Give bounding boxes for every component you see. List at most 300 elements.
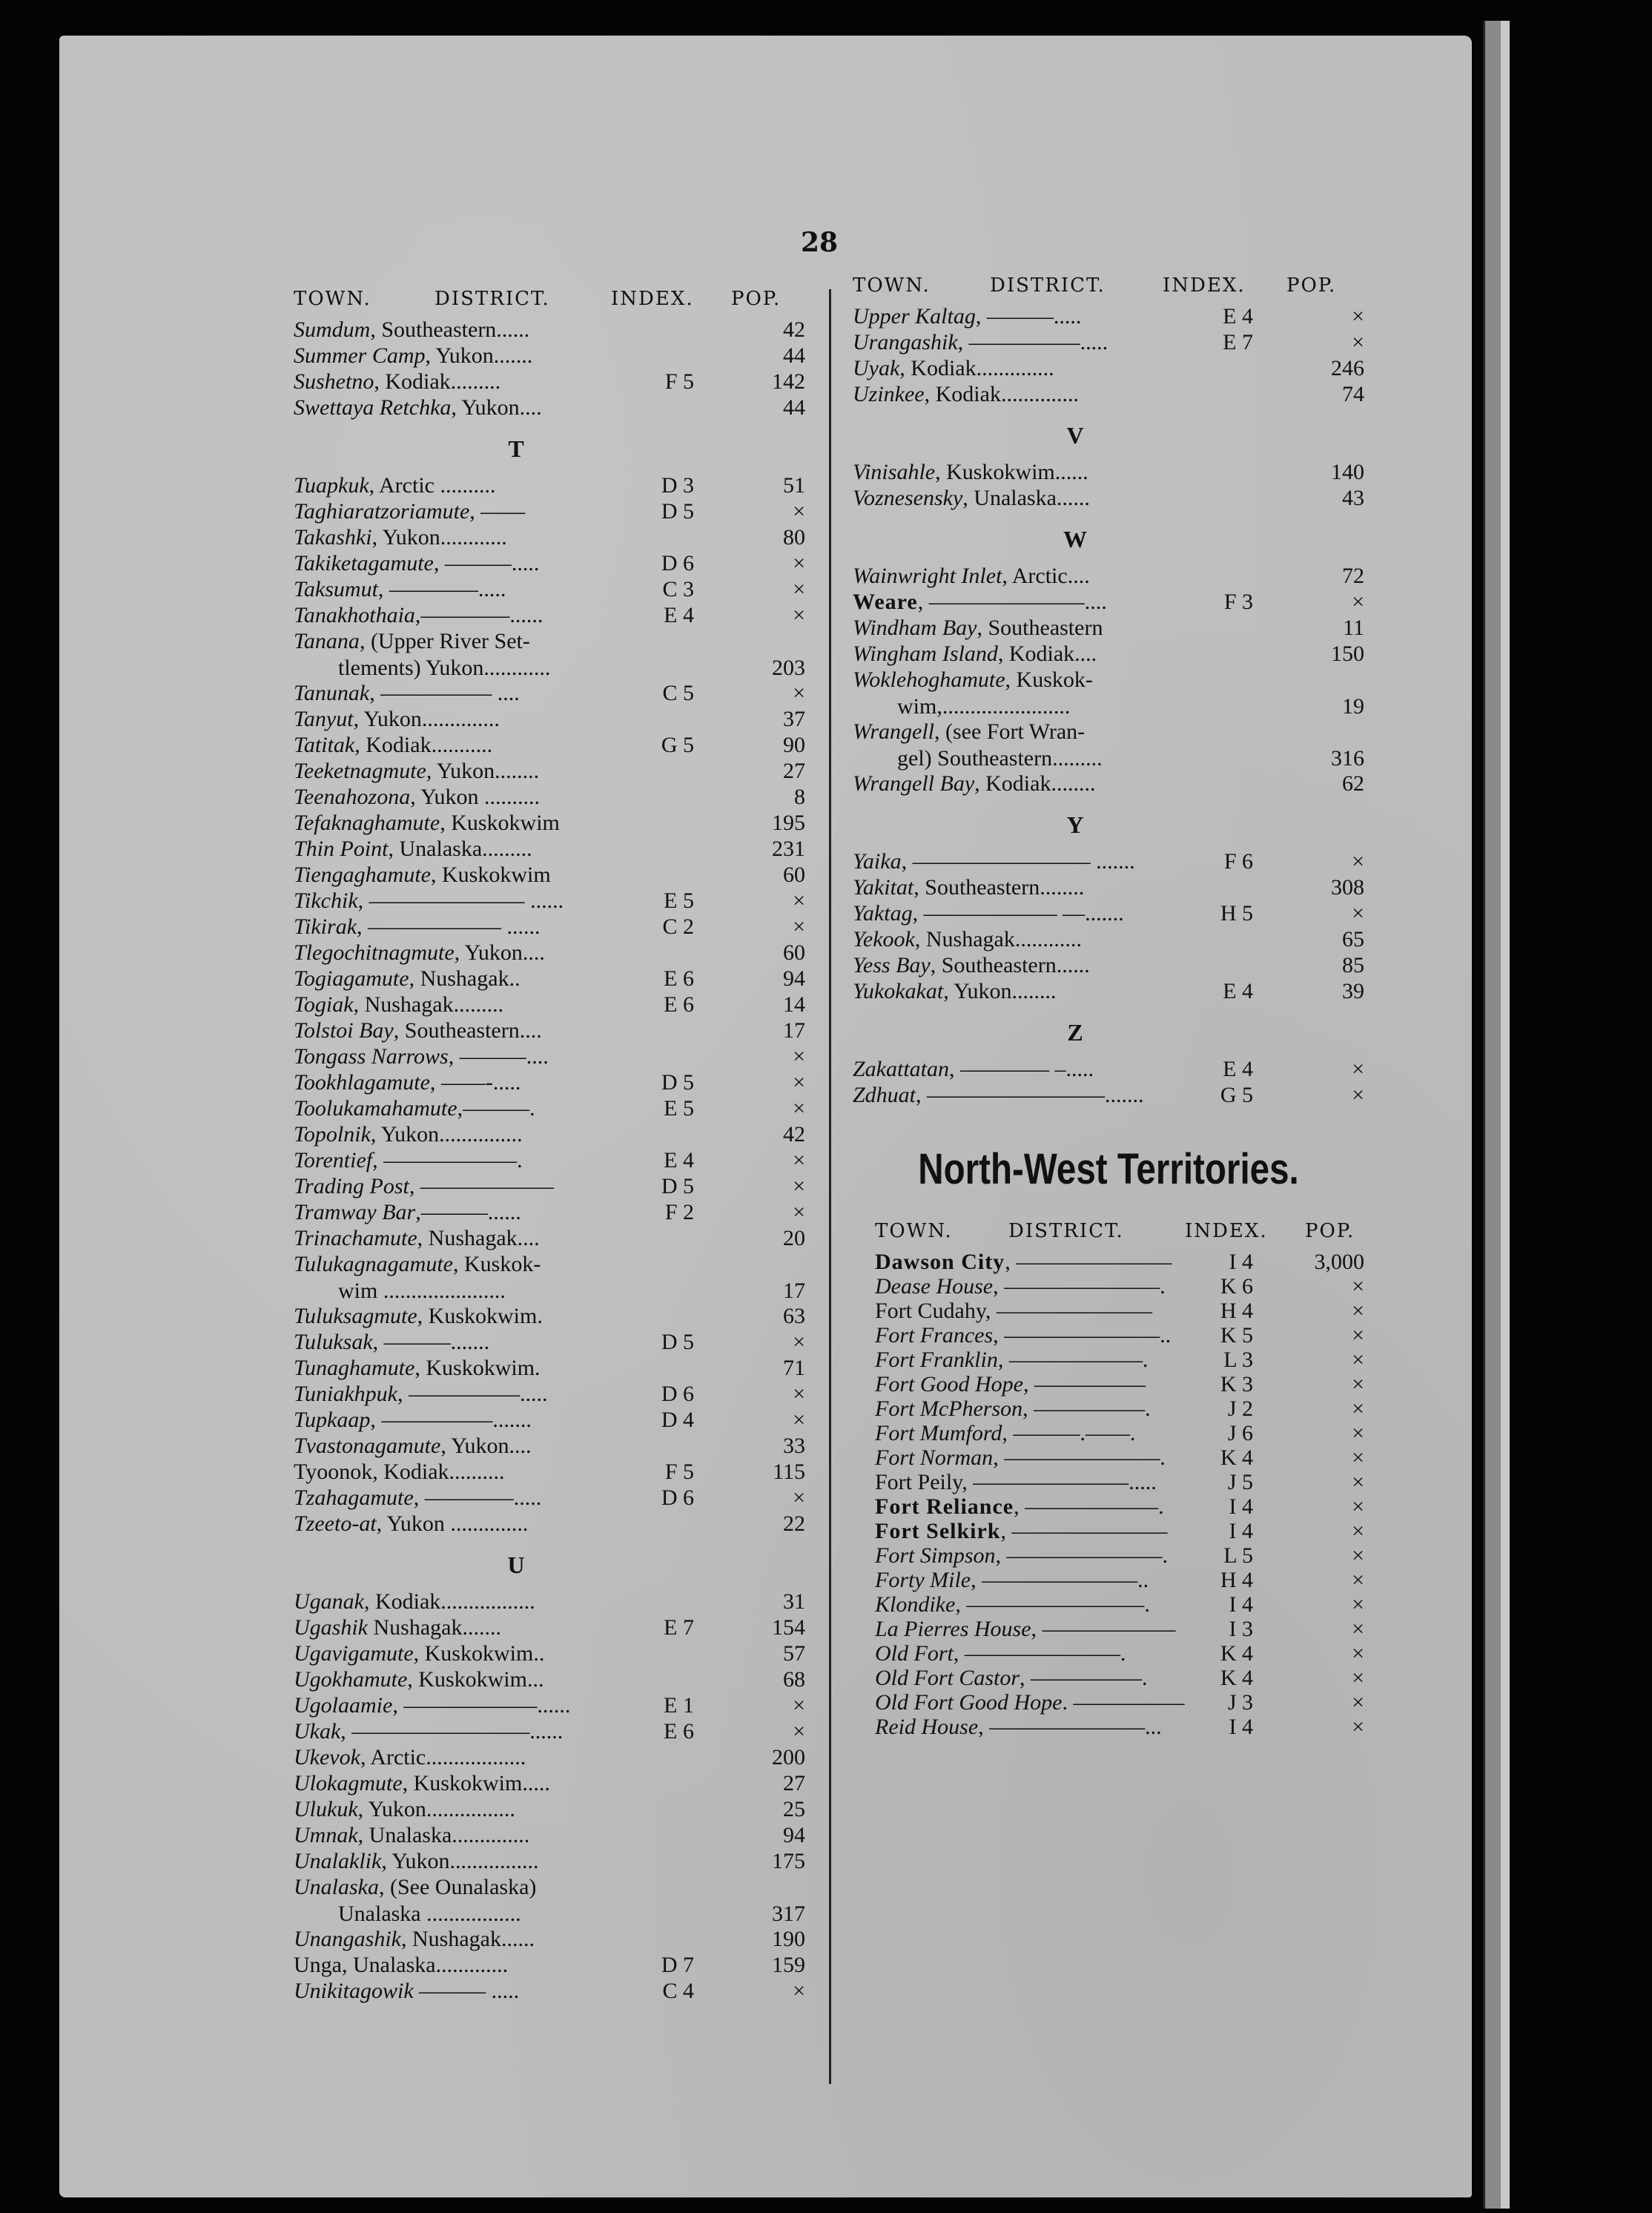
town-name: Tikirak xyxy=(294,914,357,939)
population: × xyxy=(1352,1666,1364,1690)
town-entry xyxy=(853,357,1364,383)
population: 200 xyxy=(772,1745,805,1770)
town-name: Fort Franklin xyxy=(875,1348,998,1372)
entry-line xyxy=(294,1927,535,1951)
entry-line xyxy=(294,1096,535,1121)
town-entry xyxy=(294,838,805,864)
town-entry xyxy=(294,1824,805,1850)
town-entry xyxy=(853,903,1364,929)
nwt-entry-list xyxy=(853,1251,1364,1741)
town-entry xyxy=(294,812,805,838)
population: 60 xyxy=(783,940,805,965)
population: 94 xyxy=(783,966,805,991)
district-text: , ——————— ...... xyxy=(357,888,564,913)
town-name: Weare xyxy=(853,590,918,614)
town-entry xyxy=(294,1954,805,1980)
town-entry xyxy=(294,916,805,942)
population: 246 xyxy=(1331,356,1364,380)
district-text: , Kodiak........ xyxy=(974,771,1096,796)
town-entry xyxy=(294,1150,805,1175)
town-name: Tunaghamute xyxy=(294,1356,415,1380)
town-name: Reid House xyxy=(875,1715,979,1739)
town-name: Old Fort Castor xyxy=(875,1666,1020,1690)
town-entry xyxy=(294,786,805,812)
district-text: ,———. xyxy=(457,1096,535,1121)
population: 142 xyxy=(772,369,805,394)
district-text: , Kuskokwim. xyxy=(414,1356,541,1380)
entry-line xyxy=(294,785,540,809)
district-text: , Kuskokwim... xyxy=(407,1667,544,1692)
map-index: K 3 xyxy=(1220,1372,1253,1396)
population: 68 xyxy=(783,1667,805,1692)
town-entry xyxy=(294,1124,805,1150)
map-index: K 5 xyxy=(1220,1323,1253,1348)
entry-line xyxy=(875,1617,1176,1641)
district-text: , Southeastern...... xyxy=(370,317,530,342)
town-name: Torentief xyxy=(294,1148,373,1173)
next-page-edge xyxy=(1501,21,1510,2209)
district-text: , Kuskok- xyxy=(453,1252,541,1276)
population: 27 xyxy=(783,759,805,783)
population: × xyxy=(1352,1470,1364,1494)
entry-line xyxy=(294,1434,532,1458)
town-entry xyxy=(294,1747,805,1772)
map-index: D 5 xyxy=(661,1330,694,1354)
entry-line xyxy=(853,849,1135,874)
entry-line xyxy=(875,1348,1148,1372)
entry-line xyxy=(294,499,525,524)
map-index: C 3 xyxy=(662,577,694,601)
entry-line xyxy=(853,667,1093,692)
town-name: Unalaklik xyxy=(294,1849,382,1873)
town-name: Yaika xyxy=(853,849,902,874)
entry-line xyxy=(294,525,507,550)
district-text: , Unalaska...... xyxy=(962,486,1090,510)
population: 317 xyxy=(772,1902,805,1926)
district-text: , Yukon........ xyxy=(426,759,540,783)
district-text: , Kodiak......... xyxy=(374,369,501,394)
entry-line xyxy=(875,1421,1135,1445)
district-text: , —————....... xyxy=(370,1408,532,1432)
district-text: , Kodiak.......... xyxy=(372,1460,505,1484)
entry-line xyxy=(294,1641,544,1666)
population: × xyxy=(1352,1617,1364,1641)
entry-line xyxy=(294,1200,521,1224)
entry-line xyxy=(294,1382,548,1406)
map-index: C 5 xyxy=(662,681,694,705)
district-text: , —————..... xyxy=(957,330,1109,354)
population: 62 xyxy=(1342,771,1364,796)
town-entry xyxy=(294,1020,805,1046)
town-name: Yukokakat xyxy=(853,979,944,1003)
map-index: K 4 xyxy=(1220,1641,1253,1666)
town-name: Tikchik xyxy=(294,888,358,913)
town-name: Forty Mile xyxy=(875,1568,971,1592)
district-text: ——— ..... xyxy=(413,1979,520,2003)
entry-line xyxy=(294,837,532,861)
population: 8 xyxy=(794,785,805,809)
district-text: , ——————. xyxy=(997,1348,1149,1372)
district-text: , Arctic .......... xyxy=(369,473,496,498)
district-text: , ———————.... xyxy=(917,590,1107,614)
map-index: D 7 xyxy=(661,1953,694,1977)
population: × xyxy=(793,1382,805,1406)
entry-line xyxy=(294,1719,563,1744)
nwt-section-title: North-West Territories. xyxy=(918,1145,1299,1193)
entry-line xyxy=(853,1057,1094,1081)
district-text: , ———————— ....... xyxy=(901,849,1135,874)
town-name: Takashki xyxy=(294,525,372,550)
map-index: E 6 xyxy=(664,966,694,991)
district-text: . ————— xyxy=(1062,1690,1185,1715)
map-index: G 5 xyxy=(661,733,694,757)
entry-line xyxy=(875,1372,1146,1396)
town-name: Tupkaap xyxy=(294,1408,371,1432)
entry-line xyxy=(853,927,1082,952)
population: × xyxy=(1352,1568,1364,1592)
town-entry xyxy=(294,604,805,630)
population: 14 xyxy=(783,992,805,1017)
town-name: Teeketnagmute xyxy=(294,759,426,783)
population: × xyxy=(793,681,805,705)
population: × xyxy=(1352,1274,1364,1299)
town-name: Fort McPherson xyxy=(875,1396,1023,1421)
district-text: , Yukon....... xyxy=(425,343,533,368)
town-entry xyxy=(875,1520,1364,1545)
map-index: E 1 xyxy=(664,1693,694,1718)
section-letter: W xyxy=(1063,526,1087,553)
town-entry xyxy=(294,1461,805,1487)
population: × xyxy=(1352,1348,1364,1372)
town-entry xyxy=(853,877,1364,903)
entry-line xyxy=(294,681,520,705)
entry-line xyxy=(853,304,1081,329)
town-entry xyxy=(294,1253,805,1305)
map-index: F 6 xyxy=(1223,849,1253,874)
town-entry xyxy=(875,1373,1364,1398)
entry-line xyxy=(853,719,1085,744)
district-text: , ———————. xyxy=(953,1641,1126,1666)
town-name: Ulokagmute xyxy=(294,1771,403,1795)
district-text: , Kuskokwim..... xyxy=(402,1771,550,1795)
entry-continuation: tlements) Yukon............ xyxy=(338,656,551,680)
town-entry xyxy=(294,1487,805,1513)
entry-line xyxy=(294,1771,550,1795)
town-entry xyxy=(294,1331,805,1357)
district-text: , Nushagak.. xyxy=(409,966,521,991)
district-text: , Unalaska......... xyxy=(388,837,532,861)
town-name: Sushetno xyxy=(294,369,374,394)
district-text: , Yukon .......... xyxy=(410,785,540,809)
town-entry xyxy=(294,734,805,760)
district-text: , ———.——. xyxy=(1002,1421,1136,1445)
district-text: Nushagak....... xyxy=(368,1615,501,1640)
population: × xyxy=(1352,1323,1364,1348)
town-entry xyxy=(294,319,805,345)
population: × xyxy=(793,603,805,627)
district-text: , ———— –..... xyxy=(949,1057,1094,1081)
entry-line xyxy=(853,1083,1144,1107)
entry-line xyxy=(294,707,500,731)
population: × xyxy=(793,551,805,575)
town-name: Tuluksak xyxy=(294,1330,373,1354)
population: 42 xyxy=(783,1122,805,1147)
entry-line xyxy=(853,330,1108,354)
entry-line xyxy=(294,1615,501,1640)
population: 72 xyxy=(1342,564,1364,588)
town-name: Zdhuat xyxy=(853,1083,916,1107)
town-name: Tookhlagamute xyxy=(294,1070,430,1095)
district-text: , Southeastern...... xyxy=(930,953,1090,977)
population: 175 xyxy=(772,1849,805,1873)
map-index: D 6 xyxy=(661,1485,694,1510)
population: 115 xyxy=(773,1460,805,1484)
section-letter: T xyxy=(508,435,524,462)
town-name: Yekook xyxy=(853,927,915,952)
population: × xyxy=(793,1330,805,1354)
district-text: , Yukon............ xyxy=(371,525,507,550)
district-text: , —— xyxy=(469,499,526,524)
map-index: D 5 xyxy=(661,499,694,524)
map-index: I 4 xyxy=(1229,1494,1253,1519)
district-text: , ————————. xyxy=(955,1592,1150,1617)
header-town: TOWN. xyxy=(853,274,931,297)
map-index: E 5 xyxy=(664,888,694,913)
town-entry xyxy=(294,968,805,994)
entry-line xyxy=(853,460,1088,484)
district-text: , Kuskokwim xyxy=(431,863,551,887)
town-entry xyxy=(294,1850,805,1876)
header-town: TOWN. xyxy=(875,1220,953,1242)
entry-line xyxy=(875,1445,1166,1470)
entry-line xyxy=(294,1070,521,1095)
district-text: , ———.... xyxy=(448,1044,549,1069)
right-column-headers xyxy=(853,276,1364,306)
district-text: , ————————....... xyxy=(916,1083,1144,1107)
town-name: Tiengaghamute xyxy=(294,863,431,887)
population: × xyxy=(1352,1494,1364,1519)
population: 65 xyxy=(1342,927,1364,952)
town-entry xyxy=(294,345,805,371)
district-text: , Yukon............... xyxy=(370,1122,523,1147)
town-entry xyxy=(294,1876,805,1928)
town-entry xyxy=(294,708,805,734)
town-entry xyxy=(853,461,1364,487)
district-text: , ———————.. xyxy=(993,1323,1172,1348)
district-text: , ————— xyxy=(1022,1372,1146,1396)
town-name: Takiketagamute xyxy=(294,551,434,575)
town-name: Old Fort xyxy=(875,1641,954,1666)
entry-continuation: wim ...................... xyxy=(338,1279,506,1303)
town-name: Tanunak xyxy=(294,681,370,705)
population: × xyxy=(793,1693,805,1718)
town-entry xyxy=(294,527,805,553)
population: × xyxy=(793,1148,805,1173)
entry-line xyxy=(294,1979,519,2003)
town-entry xyxy=(853,1058,1364,1084)
district-text: , Kodiak.............. xyxy=(899,356,1054,380)
population: × xyxy=(1352,1592,1364,1617)
town-entry xyxy=(853,721,1364,773)
town-entry xyxy=(875,1692,1364,1716)
district-text: , Unalaska............. xyxy=(341,1953,509,1977)
map-index: K 4 xyxy=(1220,1666,1253,1690)
town-entry xyxy=(853,565,1364,591)
map-index: D 4 xyxy=(661,1408,694,1432)
population: 60 xyxy=(783,863,805,887)
town-name: Tulukagnagamute xyxy=(294,1252,453,1276)
town-name: Uzinkee xyxy=(853,382,925,406)
district-text: , Southeastern xyxy=(977,616,1103,640)
town-entry xyxy=(875,1398,1364,1422)
district-text: , —————. xyxy=(1020,1666,1148,1690)
population: × xyxy=(793,1174,805,1198)
town-entry xyxy=(294,475,805,501)
right-entry-list xyxy=(853,306,1364,1110)
map-index: K 6 xyxy=(1220,1274,1253,1299)
entry-line xyxy=(294,1330,489,1354)
town-name: Yakitat xyxy=(853,875,914,900)
population: 308 xyxy=(1331,875,1364,900)
town-entry xyxy=(875,1447,1364,1471)
town-entry xyxy=(294,1435,805,1461)
map-index: G 5 xyxy=(1220,1083,1253,1107)
town-entry xyxy=(294,630,805,682)
entry-line xyxy=(294,629,530,653)
district-text: ,————...... xyxy=(414,603,543,627)
town-name: La Pierres House xyxy=(875,1617,1031,1641)
town-name: Urangashik xyxy=(853,330,958,354)
entry-line xyxy=(294,1849,539,1873)
town-name: Ugokhamute xyxy=(294,1667,408,1692)
district-text: , Yukon .............. xyxy=(376,1511,529,1536)
district-text: , (see Fort Wran- xyxy=(934,719,1086,744)
entry-continuation: Unalaska ................. xyxy=(338,1902,521,1926)
town-entry xyxy=(853,954,1364,980)
town-entry xyxy=(294,1591,805,1617)
town-name: Unikitagowik xyxy=(294,1979,414,2003)
map-index: D 6 xyxy=(661,551,694,575)
entry-line xyxy=(875,1274,1166,1299)
population: × xyxy=(1352,1083,1364,1107)
district-text: , —————— —....... xyxy=(912,901,1124,926)
town-name: Tlegochitnagmute xyxy=(294,940,455,965)
town-name: Tuluksagmute xyxy=(294,1304,417,1328)
population: × xyxy=(793,1200,805,1224)
town-entry xyxy=(294,1227,805,1253)
town-entry xyxy=(875,1349,1364,1373)
entry-line xyxy=(875,1592,1150,1617)
section-letter: U xyxy=(507,1551,525,1578)
town-entry xyxy=(875,1496,1364,1520)
town-name: Summer Camp xyxy=(294,343,426,368)
map-index: I 4 xyxy=(1229,1592,1253,1617)
town-entry xyxy=(875,1716,1364,1741)
town-name: Tongass Narrows xyxy=(294,1044,449,1069)
town-entry xyxy=(294,1175,805,1201)
map-index: F 5 xyxy=(664,369,694,394)
entry-line xyxy=(294,733,492,757)
town-entry xyxy=(875,1618,1364,1643)
town-entry xyxy=(853,929,1364,954)
map-index: E 7 xyxy=(1223,330,1253,354)
population: 17 xyxy=(783,1018,805,1043)
town-name: Wrangell xyxy=(853,719,934,744)
district-text: , Yukon.... xyxy=(440,1434,532,1458)
town-name: Fort Norman xyxy=(875,1445,994,1470)
population: 63 xyxy=(783,1304,805,1328)
district-text: , —————— xyxy=(1031,1617,1176,1641)
town-name: Tefaknaghamute xyxy=(294,811,440,835)
town-entry xyxy=(294,397,805,423)
town-entry xyxy=(294,890,805,916)
town-entry xyxy=(294,1201,805,1227)
population: 17 xyxy=(783,1279,805,1303)
entry-line xyxy=(294,1460,505,1484)
district-text: , ——————...... xyxy=(392,1693,571,1718)
district-text: , ———————.. xyxy=(971,1568,1149,1592)
district-text: , (Upper River Set- xyxy=(359,629,530,653)
population: 42 xyxy=(783,317,805,342)
district-text: , Unalaska.............. xyxy=(357,1823,530,1847)
map-index: J 6 xyxy=(1227,1421,1253,1445)
entry-line xyxy=(294,369,500,394)
district-text: , Yukon.... xyxy=(451,395,542,420)
district-text: , Southeastern........ xyxy=(913,875,1085,900)
header-pop: POP. xyxy=(731,288,782,310)
map-index: L 3 xyxy=(1223,1348,1253,1372)
town-name: Tuapkuk xyxy=(294,473,369,498)
map-index: C 2 xyxy=(662,914,694,939)
population: × xyxy=(1352,1519,1364,1543)
town-name: Togiak xyxy=(294,992,354,1017)
entry-line xyxy=(294,1745,526,1770)
map-index: F 2 xyxy=(664,1200,694,1224)
town-entry xyxy=(294,1046,805,1072)
district-text: , Yukon................ xyxy=(381,1849,539,1873)
section-letter: Y xyxy=(1066,811,1084,838)
map-index: J 2 xyxy=(1227,1396,1253,1421)
town-name: Umnak xyxy=(294,1823,358,1847)
header-index: INDEX. xyxy=(1185,1220,1268,1242)
entry-line xyxy=(294,473,495,498)
district-text: , ———....... xyxy=(372,1330,490,1354)
town-entry xyxy=(294,994,805,1020)
population: × xyxy=(1352,1396,1364,1421)
map-index: D 6 xyxy=(661,1382,694,1406)
population: 150 xyxy=(1331,642,1364,666)
town-name: Uyak xyxy=(853,356,900,380)
town-entry xyxy=(294,1098,805,1124)
entry-line xyxy=(294,1226,540,1250)
population: 33 xyxy=(783,1434,805,1458)
population: 44 xyxy=(783,343,805,368)
town-name: Ukevok xyxy=(294,1745,360,1770)
map-index: E 4 xyxy=(1223,1057,1253,1081)
town-entry xyxy=(294,1357,805,1383)
town-entry xyxy=(875,1325,1364,1349)
left-column-headers xyxy=(294,289,805,319)
entry-line xyxy=(294,603,543,627)
entry-line xyxy=(875,1568,1149,1592)
map-index: H 4 xyxy=(1220,1568,1253,1592)
district-text: , ——————. xyxy=(1014,1494,1164,1519)
entry-line xyxy=(853,564,1090,588)
map-index: E 4 xyxy=(664,603,694,627)
town-name: Trading Post xyxy=(294,1174,409,1198)
town-name: Ukak xyxy=(294,1719,341,1744)
header-index: INDEX. xyxy=(611,288,694,310)
